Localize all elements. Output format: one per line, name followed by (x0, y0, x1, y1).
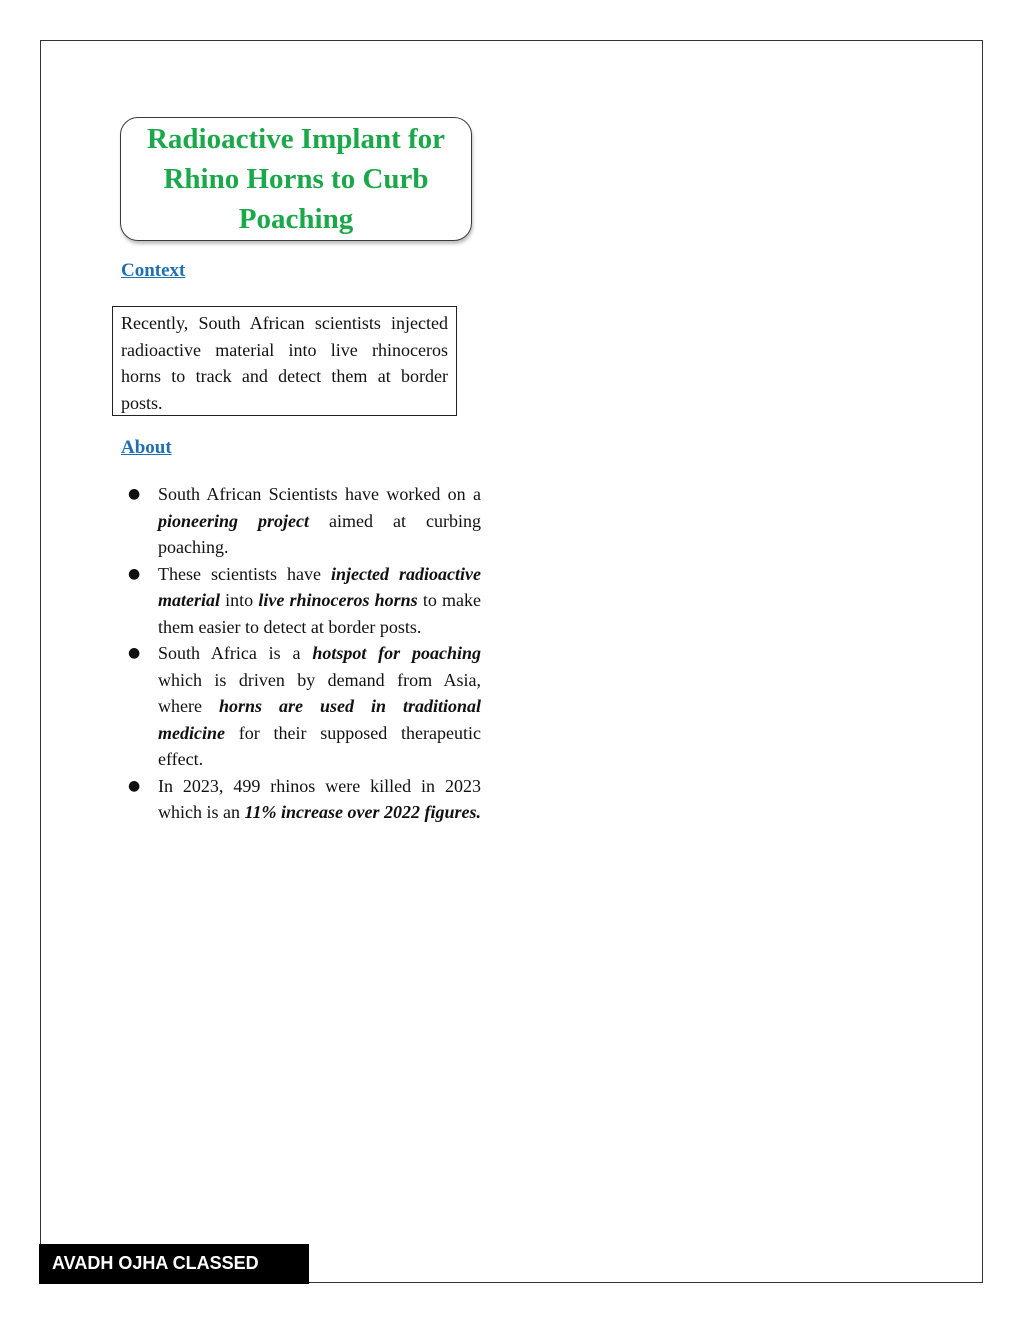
bullet-emphasis: 11% increase over 2022 figures. (244, 802, 481, 822)
bullet-emphasis: live rhinoceros horns (258, 590, 418, 610)
bullet-icon: ● (128, 645, 141, 661)
bullet-text: South Africa is a (158, 643, 313, 663)
bullet-text: In 2023, 499 rhinos were killed in 2023 which is an (158, 775, 481, 822)
list-item (122, 640, 481, 773)
footer-label: AVADH OJHA CLASSED (52, 1253, 259, 1273)
about-bullet-list (122, 481, 481, 826)
bullet-text: which is driven by demand from Asia, where (158, 669, 481, 716)
bullet-text: for their supposed therapeutic effect. (158, 722, 481, 769)
list-item (122, 561, 481, 641)
title-box (120, 117, 472, 241)
bullet-text: to make them easier to detect at border posts. (158, 590, 481, 637)
bullet-icon: ● (128, 486, 141, 502)
bullet-text: South African Scientists have worked on a (158, 484, 481, 504)
bullet-icon: ● (128, 565, 141, 582)
bullet-emphasis: pioneering project (158, 510, 309, 531)
bullet-text: into (220, 590, 259, 610)
list-item (122, 773, 481, 826)
bullet-emphasis: horns are used in traditional medicine (158, 696, 481, 743)
footer-brand-bar (39, 1244, 309, 1284)
context-text: Recently, South African scientists injected radioactive material into live rhinoceros horns to track and detect them at border posts. (121, 313, 448, 413)
context-heading: Context (121, 260, 186, 281)
bullet-icon: ● (128, 777, 141, 794)
bullet-text: These scientists have (158, 563, 332, 584)
about-heading: About (121, 437, 172, 458)
bullet-emphasis: injected radioactive material (158, 563, 481, 610)
context-box (112, 306, 457, 416)
page-title: Radioactive Implant for Rhino Horns to Curb Poaching (146, 123, 446, 235)
bullet-text: aimed at curbing poaching. (158, 510, 481, 557)
bullet-emphasis: hotspot for poaching (312, 643, 482, 663)
list-item (122, 481, 481, 561)
